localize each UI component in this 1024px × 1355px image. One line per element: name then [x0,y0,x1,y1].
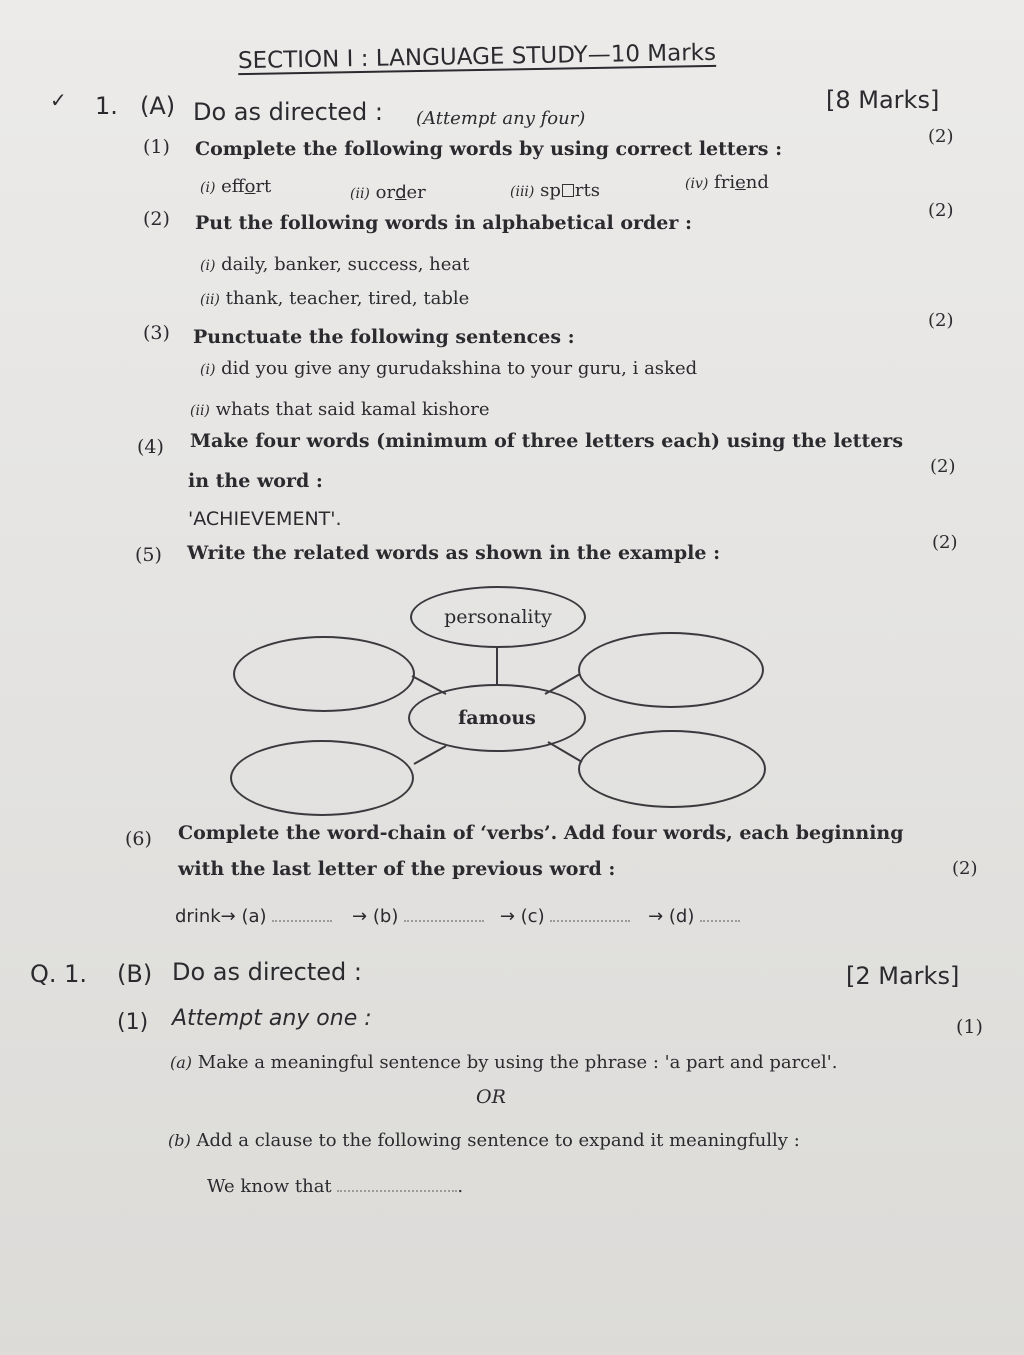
or-label: OR [476,1086,506,1108]
clause-answer-blank[interactable] [337,1176,457,1192]
chain-answer-b[interactable] [404,906,484,922]
example-word-bubble: personality [410,586,586,648]
q1-text: Complete the following words by using correct letters : [195,138,783,160]
question-number: 1. [95,92,118,120]
qB-sub-marks: (1) [956,1016,983,1038]
qB-label: (B) [117,960,153,988]
q1-word-4: (iv) friend [685,172,769,193]
q1-marks: (2) [928,126,954,147]
qB-sub-text: Attempt any one : [172,1006,372,1031]
q3-text: Punctuate the following sentences : [193,326,575,348]
answer-bubble-bottom-left[interactable] [230,740,414,816]
q4-number: (4) [137,436,164,458]
qB-marks: [2 Marks] [846,962,960,990]
chain-blank-d: (d) [668,906,695,927]
q1-word-1: (i) effort [200,176,272,197]
q2-item-1: (i) daily, banker, success, heat [200,254,470,275]
q4-marks: (2) [930,456,956,477]
chain-answer-c[interactable] [550,906,630,922]
q6-marks: (2) [952,858,978,879]
arrow-icon: → [220,906,236,927]
qB-heading: Do as directed : [172,958,362,986]
question-heading: Do as directed : [193,98,383,126]
q3-item-2: (ii) whats that said kamal kishore [190,399,490,420]
center-word-bubble: famous [408,684,586,752]
q2-text: Put the following words in alphabetical order : [195,212,693,234]
answer-bubble-top-right[interactable] [578,632,764,708]
qB-option-b-prompt: We know that . [207,1176,464,1197]
word-chain [175,906,740,927]
tick-mark: ✓ [50,88,67,112]
arrow-icon: → [648,906,664,927]
q4-line-2: in the word : [188,470,323,492]
chain-blank-a: (a) [241,906,267,927]
q2-marks: (2) [928,200,954,221]
arrow-icon: → [352,906,368,927]
q6-line-1: Complete the word-chain of ‘verbs’. Add four words, each beginning [178,822,904,844]
qB-option-a: (a) Make a meaningful sentence by using the phrase : 'a part and parcel'. [170,1052,838,1073]
q2-number: (2) [143,208,170,230]
q5-number: (5) [135,544,162,566]
q6-line-2: with the last letter of the previous word : [178,858,616,880]
chain-blank-b: (b) [372,906,399,927]
q1-number: (1) [143,136,170,158]
q4-line-1: Make four words (minimum of three letters each) using the letters [190,430,904,452]
section-title: SECTION I : LANGUAGE STUDY—10 Marks [237,39,717,75]
qB-sub-number: (1) [117,1010,149,1035]
chain-blank-c: (c) [520,906,545,927]
q1-word-3: (iii) sp rts [510,180,600,201]
answer-bubble-top-left[interactable] [233,636,415,712]
q1-word-2: (ii) order [350,182,426,203]
chain-answer-a[interactable] [272,906,332,922]
question-note: (Attempt any four) [416,108,586,129]
answer-bubble-bottom-right[interactable] [578,730,766,808]
q3-marks: (2) [928,310,954,331]
section-marks: [8 Marks] [826,86,940,114]
qB-prefix: Q. 1. [30,960,88,988]
question-part-label: (A) [140,92,176,120]
q5-marks: (2) [932,532,958,553]
q4-word: 'ACHIEVEMENT'. [188,508,342,530]
q3-item-1: (i) did you give any gurudakshina to your guru, i asked [200,358,698,379]
chain-answer-d[interactable] [700,906,740,922]
qB-option-b: (b) Add a clause to the following sentence to expand it meaningfully : [168,1130,800,1151]
q6-number: (6) [125,828,152,850]
chain-start-word: drink [175,906,221,927]
q5-text: Write the related words as shown in the example : [187,542,721,564]
arrow-icon: → [499,906,515,927]
q3-number: (3) [143,322,170,344]
q2-item-2: (ii) thank, teacher, tired, table [200,288,470,309]
